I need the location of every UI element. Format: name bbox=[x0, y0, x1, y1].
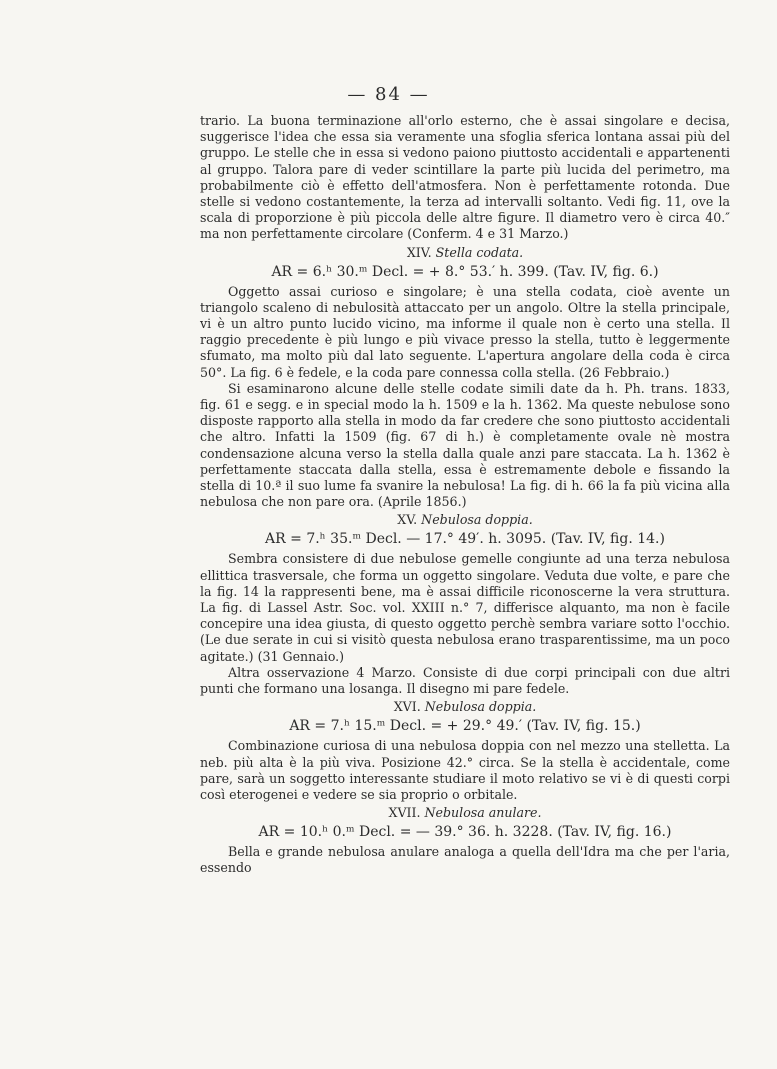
section-number: XVI. bbox=[393, 699, 421, 715]
coordinates-line: AR = 7.ʰ 15.ᵐ Decl. = + 29.° 49.′ (Tav. IV, fig. 15.) bbox=[289, 718, 641, 735]
section-title: Nebulosa anulare. bbox=[424, 805, 542, 821]
paragraph: Combinazione curiosa di una nebulosa doppia con nel mezzo una stelletta. La neb. più alta è la più viva. Posizione 42.° circa. Se la stella è accidentale, come pare, sarà un soggetto interessante studiare il moto relativo se vi è di questi corpi così eterogenei e vedere se sia proprio o orbitale. bbox=[200, 738, 730, 802]
coordinates-line: AR = 7.ʰ 35.ᵐ Decl. — 17.° 49′. h. 3095. (Tav. IV, fig. 14.) bbox=[265, 531, 665, 548]
paragraph: Altra osservazione 4 Marzo. Consiste di due corpi principali con due altri punti che formano una losanga. Il disegno mi pare fedele. bbox=[200, 664, 730, 697]
section-heading bbox=[200, 804, 730, 822]
paragraph: Si esaminarono alcune delle stelle codate simili date da h. Ph. trans. 1833, fig. 61 e segg. e in special modo la h. 1509 e la h. 1362. Ma queste nebulose sono disposte rapporto alla stella in modo da far credere che sono piuttosto accidentali che altro. Infatti la 1509 (fig. 67 di h.) è completamente ovale nè mostra condensazione alcuna verso la stella dalla quale anzi pare staccata. La h. 1362 è perfettamente staccata dalla stella, essa è estremamente debole e fissando la stella di 10.ª il suo lume fa svanire la nebulosa! La fig. di h. 66 la fa più vicina alla nebulosa che non pare ora. (Aprile 1856.) bbox=[200, 380, 730, 510]
section-heading bbox=[200, 244, 730, 262]
section-number: XVII. bbox=[388, 805, 421, 821]
section-title: Nebulosa doppia. bbox=[421, 512, 533, 528]
section-heading bbox=[200, 511, 730, 529]
section-number: XV. bbox=[397, 512, 418, 528]
paragraph: Sembra consistere di due nebulose gemelle congiunte ad una terza nebulosa ellittica trasversale, che forma un oggetto singolare. Veduta due volte, e pare che la fig. 14 la rappresenti bene, ma è assai difficile riconoscerne la vera struttura. La fig. di Lassel Astr. Soc. vol. XXIII n.° 7, differisce alquanto, ma non è facile concepire una idea giusta, di questo oggetto perchè sembra variare sotto l'occhio. (Le due serate in cui si visitò questa nebulosa erano trasparentissime, ma un poco agitate.) (31 Gennaio.) bbox=[200, 551, 730, 664]
paragraph: Oggetto assai curioso e singolare; è una stella codata, cioè avente un triangolo scaleno di nebulosità attaccato per un angolo. Oltre la stella principale, vi è un altro punto lucido vicino, ma informe il quale non è certo una stella. Il raggio precedente è più lungo e più vivace presso la stella, tutto è leggermente sfumato, ma molto più dal lato seguente. L'apertura angolare della coda è circa 50°. La fig. 6 è fedele, e la coda pare connessa colla stella. (26 Febbraio.) bbox=[200, 283, 730, 380]
paragraph: trario. La buona terminazione all'orlo esterno, che è assai singolare e decisa, suggerisce l'idea che essa sia veramente una sfoglia sferica lontana assai più del gruppo. Le stelle che in essa si vedono paiono piuttosto accidentali e appartenenti al gruppo. Talora pare di veder scintillare la parte più lucida del perimetro, ma probabilmente ciò è effetto dell'atmosfera. Non è perfettamente rotonda. Due stelle si vedono costantemente, la terza ad intervalli soltanto. Vedi fig. 11, ove la scala di proporzione è più piccola delle altre figure. Il diametro vero è circa 40.″ ma non perfettamente circolare (Conferm. 4 e 31 Marzo.) bbox=[200, 113, 730, 242]
section-number: XIV. bbox=[406, 244, 432, 260]
coordinates-line: AR = 10.ʰ 0.ᵐ Decl. = — 39.° 36. h. 3228. (Tav. IV, fig. 16.) bbox=[258, 824, 672, 841]
section-title: Stella codata. bbox=[435, 244, 524, 260]
section-title: Nebulosa doppia. bbox=[424, 699, 537, 715]
body-text bbox=[200, 113, 730, 877]
section-heading bbox=[200, 698, 730, 716]
page-number: — 84 — bbox=[347, 84, 430, 105]
coordinates-line: AR = 6.ʰ 30.ᵐ Decl. = + 8.° 53.′ h. 399. (Tav. IV, fig. 6.) bbox=[271, 263, 659, 280]
paragraph: Bella e grande nebulosa anulare analoga a quella dell'Idra ma che per l'aria, essendo bbox=[200, 844, 730, 876]
